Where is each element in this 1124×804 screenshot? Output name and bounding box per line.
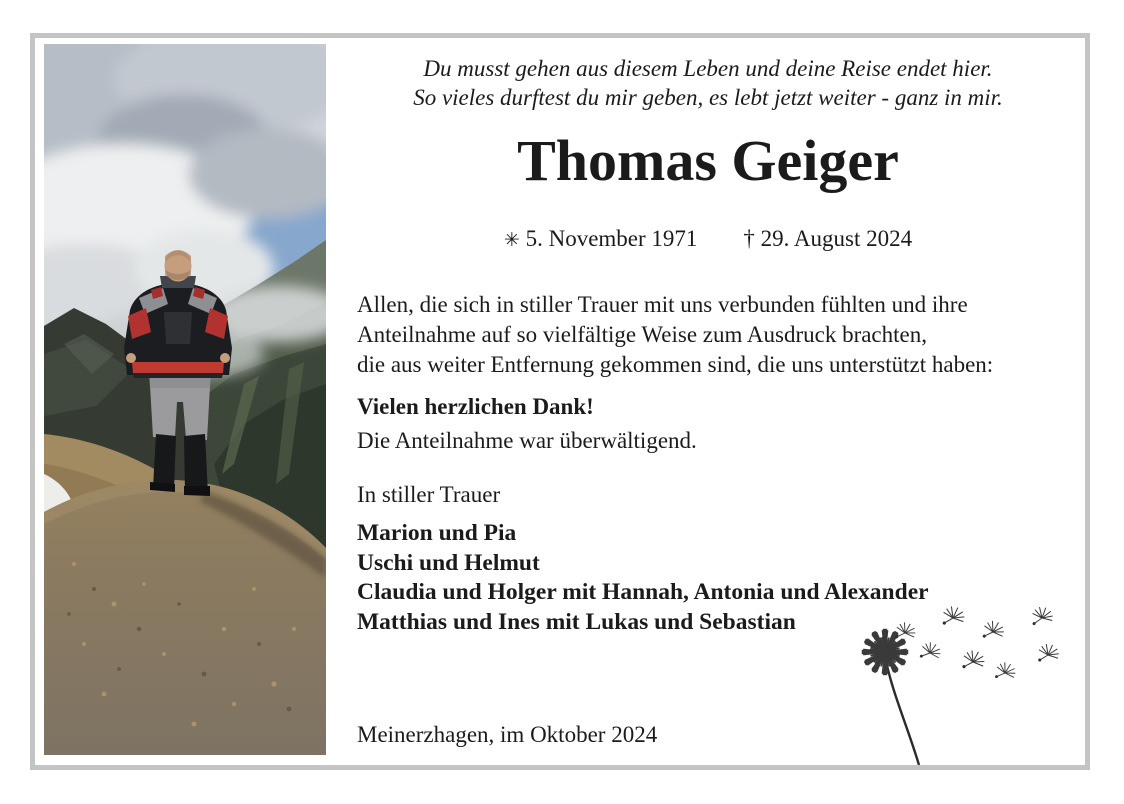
memorial-quote [357, 54, 1059, 112]
thanks-line-2: Anteilnahme auf so vielfältige Weise zum Ausdruck brachten, [357, 322, 927, 347]
thanks-line-1: Allen, die sich in stiller Trauer mit uns verbunden fühlten und ihre [357, 292, 968, 317]
thanks-line-3: die aus weiter Entfernung gekommen sind, die uns unterstützt haben: [357, 352, 994, 377]
place-and-date: Meinerzhagen, im Oktober 2024 [357, 722, 658, 747]
died-cross-icon: † [743, 226, 755, 251]
dandelion-illustration [845, 595, 1085, 765]
death-date: † 29. August 2024 [743, 226, 913, 251]
mourner-line: Matthias und Ines mit Lukas und Sebastian [357, 608, 796, 635]
thanks-note: Die Anteilnahme war überwältigend. [357, 428, 697, 453]
life-dates [357, 226, 1059, 252]
mountain-photo-illustration [44, 44, 326, 755]
birth-date: ✳ 5. November 1971 [503, 226, 698, 251]
flying-seeds [892, 603, 1062, 686]
mourner-line: Claudia und Holger mit Hannah, Antonia und Alexander [357, 579, 929, 605]
mourners-list [357, 519, 929, 637]
deceased-name: Thomas Geiger [517, 128, 899, 193]
mourner-line: Uschi und Helmut [357, 549, 540, 576]
quote-line-1: Du musst gehen aus diesem Leben und deine Reise endet hier. [423, 56, 993, 81]
memorial-photo [44, 44, 326, 755]
born-star-icon: ✳ [503, 229, 520, 251]
mourning-intro: In stiller Trauer [357, 482, 501, 507]
mourner-line: Marion und Pia [357, 520, 517, 546]
obituary-card [30, 33, 1090, 770]
thanks-highlight: Vielen herzlichen Dank! [357, 394, 594, 419]
quote-line-2: So vieles durftest du mir geben, es lebt jetzt weiter - ganz in mir. [413, 85, 1003, 110]
thanks-paragraph [357, 290, 993, 380]
